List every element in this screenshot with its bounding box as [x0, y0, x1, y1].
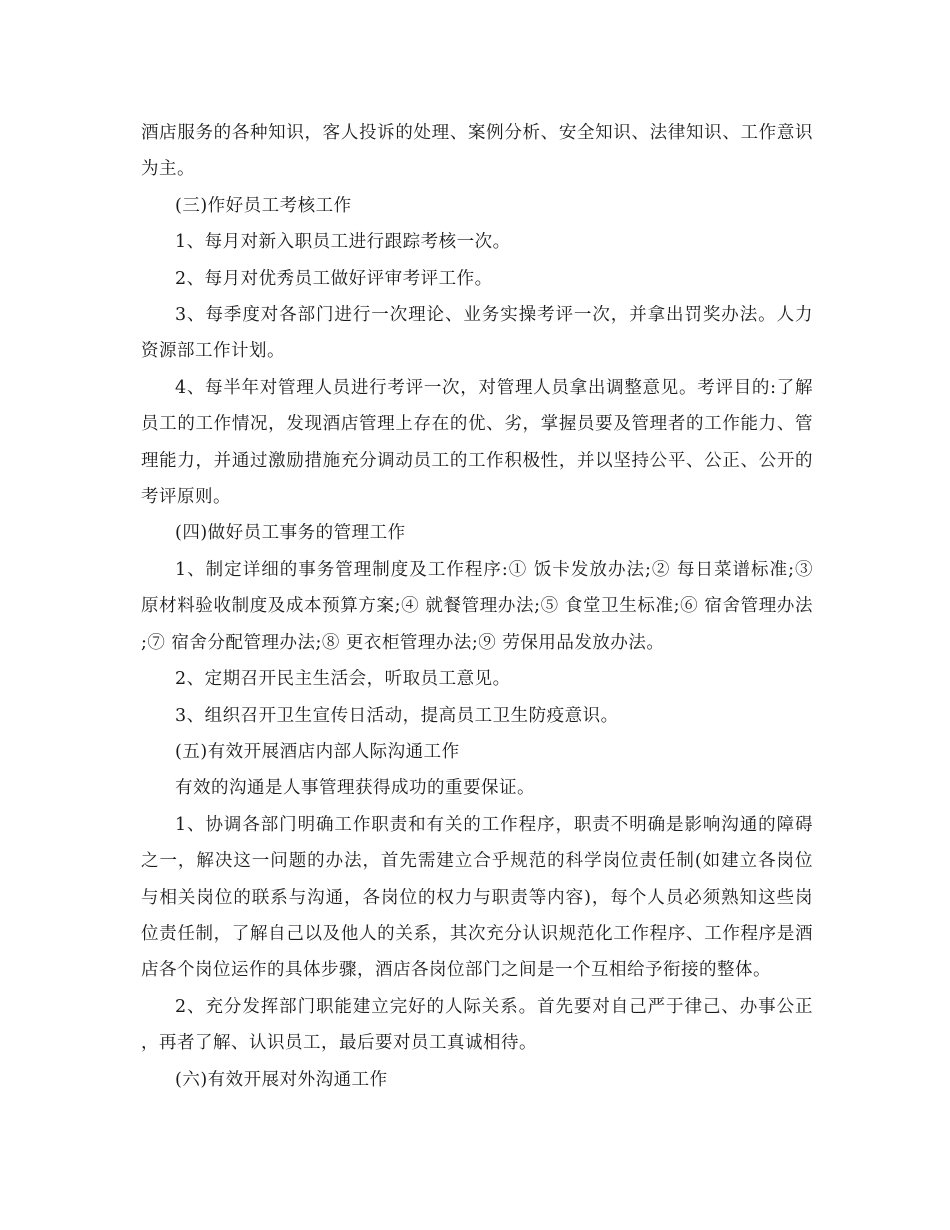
paragraph: 2、每月对优秀员工做好评审考评工作。 [175, 268, 493, 289]
section-heading: (四)做好员工事务的管理工作 [175, 523, 406, 544]
section-heading: (五)有效开展酒店内部人际沟通工作 [175, 741, 460, 762]
paragraph: 2、定期召开民主生活会，听取员工意见。 [175, 669, 511, 690]
paragraph: 有效的沟通是人事管理获得成功的重要保证。 [175, 778, 535, 799]
paragraph: 酒店服务的各种知识，客人投诉的处理、案例分析、安全知识、法律知识、工作意识为主。 [141, 123, 813, 180]
paragraph: 4、每半年对管理人员进行考评一次，对管理人员拿出调整意见。考评目的:了解员工的工作情况，发现酒店管理上存在的优、劣，掌握员要及管理者的工作能力、管理能力，并通过激励措施充分调动员工的工作积极性，并以坚持公平、公正、公开的考评原则。 [141, 377, 813, 508]
section-heading: (六)有效开展对外沟通工作 [175, 1069, 388, 1090]
paragraph: 3、每季度对各部门进行一次理论、业务实操考评一次，并拿出罚奖办法。人力资源部工作计划。 [141, 305, 813, 362]
paragraph: 2、充分发挥部门职能建立完好的人际关系。首先要对自己严于律己、办事公正，再者了解、认识员工，最后要对员工真诚相待。 [141, 996, 813, 1054]
paragraph: 1、每月对新入职员工进行跟踪考核一次。 [175, 232, 511, 253]
paragraph: 1、制定详细的事务管理制度及工作程序:① 饭卡发放办法;② 每日菜谱标准;③ 原材料验收制度及成本预算方案;④ 就餐管理办法;⑤ 食堂卫生标准;⑥ 宿舍管理办法;⑦ 宿舍分配管理办法;⑧ 更衣柜管理办法;⑨ 劳保用品发放办法。 [141, 559, 813, 653]
paragraph: 1、协调各部门明确工作职责和有关的工作程序，职责不明确是影响沟通的障碍之一，解决这一问题的办法，首先需建立合乎规范的科学岗位责任制(如建立各岗位与相关岗位的联系与沟通，各岗位的权力与职责等内容)，每个人员必须熟知这些岗位责任制，了解自己以及他人的关系，其次充分认识规范化工作程序、工作程序是酒店各个岗位运作的具体步骤，酒店各岗位部门之间是一个互相给予衔接的整体。 [141, 814, 813, 981]
section-heading: (三)作好员工考核工作 [175, 195, 352, 216]
document-body [141, 115, 813, 1098]
paragraph: 3、组织召开卫生宣传日活动，提高员工卫生防疫意识。 [175, 705, 619, 726]
